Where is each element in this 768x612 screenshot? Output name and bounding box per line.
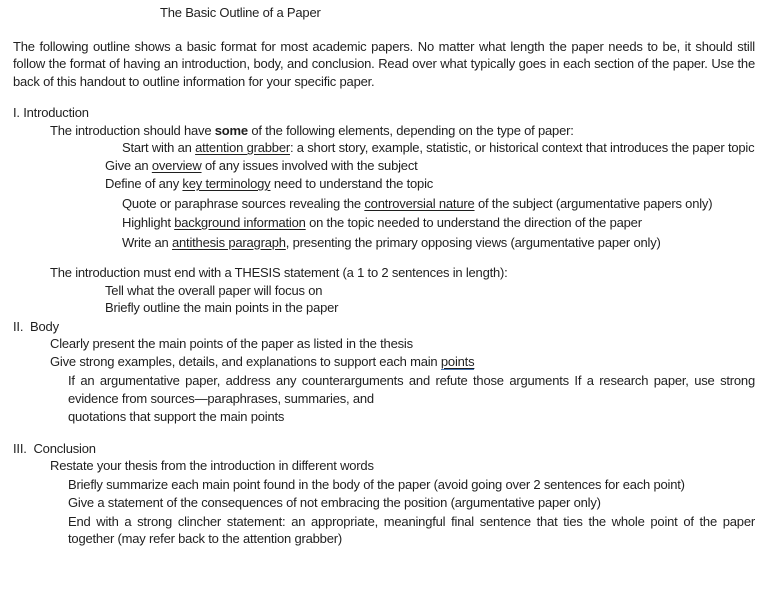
body-item: Clearly present the main points of the paper as listed in the thesis [50, 336, 413, 351]
thesis-item: Briefly outline the main points in the paper [105, 300, 339, 315]
conclusion-item-summarize: Briefly summarize each main point found in the body of the paper (avoid going over 2 sentences for each point) [68, 476, 685, 492]
underlined-term: overview [151, 157, 202, 173]
thesis-item: Tell what the overall paper will focus on [105, 282, 323, 298]
text-segment: Give an [105, 157, 152, 173]
outline-item-controversial-nature [122, 195, 755, 213]
body-item-quotations: quotations that support the main points [68, 409, 285, 424]
thesis-lead-line: The introduction must end with a THESIS statement (a 1 to 2 sentences in length): [50, 265, 508, 280]
outline-item-antithesis-paragraph [122, 234, 755, 252]
text-segment: on the topic needed to understand the direction of the paper [305, 215, 642, 230]
outline-item-overview [105, 157, 755, 175]
conclusion-item-consequences: Give a statement of the consequences of not embracing the position (argumentative paper only) [68, 495, 601, 510]
outline-item-attention-grabber [122, 139, 755, 157]
underlined-term: attention grabber [195, 140, 290, 155]
text-segment: Give strong examples, details, and explanations to support each main [50, 353, 441, 369]
section-heading-conclusion: III. Conclusion [13, 440, 96, 456]
outline-item-key-terminology [105, 175, 755, 193]
conclusion-item-restate: Restate your thesis from the introduction in different words [50, 458, 374, 473]
text-segment: of the subject (argumentative papers only) [474, 195, 713, 211]
text-segment: Start with an [122, 140, 196, 155]
underlined-term: antithesis paragraph [171, 234, 286, 250]
intro-lead-line [50, 122, 755, 140]
underlined-term: controversial nature [364, 195, 475, 211]
body-item-argumentative: If an argumentative paper, address any counterarguments and refute those arguments If a research paper, use strong evidence from sources—paraphrases, summaries, and [68, 373, 755, 406]
underlined-term-points: points [440, 353, 475, 369]
underlined-term: background information [174, 215, 306, 230]
text-segment: Define of any [105, 176, 183, 191]
outline-item-background-information [122, 214, 755, 232]
text-segment: Write an [122, 234, 172, 250]
text-segment: The introduction should have [50, 122, 215, 138]
text-segment: need to understand the topic [270, 176, 434, 191]
text-segment: , presenting the primary opposing views (argumentative paper only) [285, 234, 661, 250]
conclusion-item-clincher: End with a strong clincher statement: an appropriate, meaningful final sentence that ties the whole point of the paper together (may refer back to the attention grabber) [68, 513, 755, 546]
bold-emphasis: some [214, 122, 248, 138]
intro-paragraph: The following outline shows a basic format for most academic papers. No matter what length the paper needs to be, it should still follow the format of having an introduction, body, and conclusion. Read over what typically goes in each section of the paper. Use the back of this handout to outline information for your specific paper. [13, 38, 755, 89]
body-item-points [50, 353, 755, 371]
section-heading-body: II. Body [13, 318, 59, 334]
underlined-term: key terminology [182, 176, 271, 191]
text-segment: Highlight [122, 215, 175, 230]
section-heading-introduction: I. Introduction [13, 105, 89, 120]
text-segment: of any issues involved with the subject [201, 157, 418, 173]
document-title: The Basic Outline of a Paper [160, 5, 321, 20]
text-segment: of the following elements, depending on the type of paper: [247, 122, 574, 138]
text-segment: Quote or paraphrase sources revealing the [122, 195, 365, 211]
text-segment: : a short story, example, statistic, or historical context that introduces the paper topic [289, 140, 755, 155]
